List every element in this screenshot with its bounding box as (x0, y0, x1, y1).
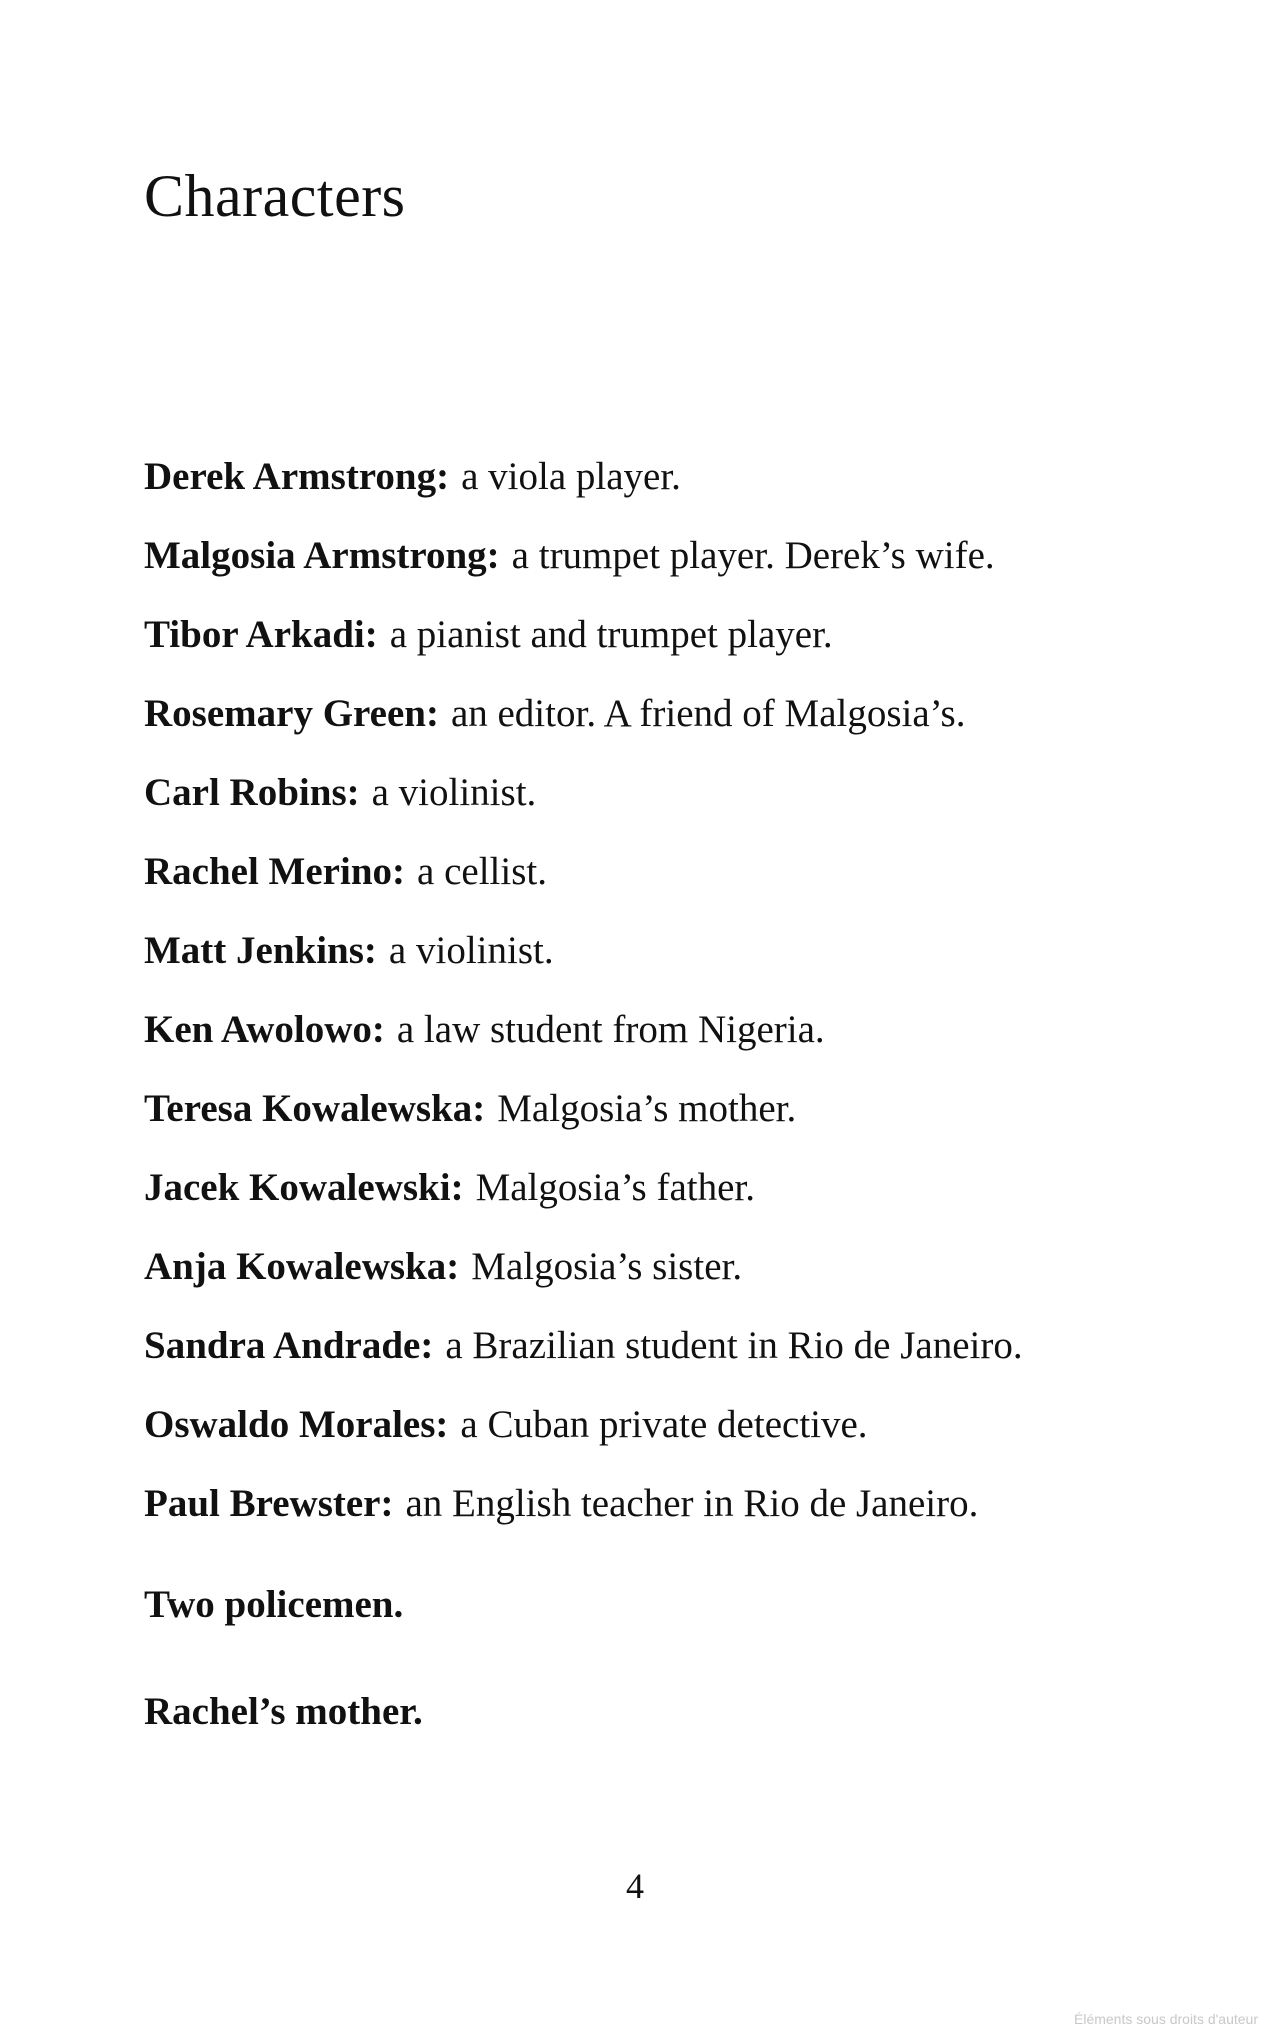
character-description: a Brazilian student in Rio de Janeiro. (445, 1324, 1023, 1367)
character-entry (144, 926, 1023, 1005)
character-name: Ken Awolowo: (144, 1008, 385, 1051)
character-description: Malgosia’s father. (475, 1166, 755, 1209)
character-name: Derek Armstrong: (144, 455, 450, 498)
character-description: a pianist and trumpet player. (389, 613, 833, 656)
character-entry (144, 452, 1023, 531)
character-entry (144, 768, 1023, 847)
character-name: Matt Jenkins: (144, 929, 377, 972)
character-list (144, 452, 1023, 1558)
character-entry (144, 1163, 1023, 1242)
character-entry (144, 1242, 1023, 1321)
other-character-entry: Rachel’s mother. (144, 1690, 423, 1733)
character-description: a Cuban private detective. (460, 1403, 868, 1446)
character-description: a trumpet player. Derek’s wife. (511, 534, 995, 577)
character-description: Malgosia’s sister. (471, 1245, 743, 1288)
character-name: Teresa Kowalewska: (144, 1087, 486, 1130)
character-entry (144, 531, 1023, 610)
copyright-watermark: Éléments sous droits d'auteur (1074, 2011, 1258, 2027)
character-entry (144, 1321, 1023, 1400)
character-description: a cellist. (417, 850, 547, 893)
character-description: a violinist. (371, 771, 537, 814)
other-character-entry: Two policemen. (144, 1583, 404, 1626)
character-name: Oswaldo Morales: (144, 1403, 449, 1446)
character-name: Rosemary Green: (144, 692, 439, 735)
character-description: Malgosia’s mother. (497, 1087, 797, 1130)
character-name: Paul Brewster: (144, 1482, 394, 1525)
character-entry (144, 1479, 1023, 1558)
character-description: an editor. A friend of Malgosia’s. (450, 692, 966, 735)
character-name: Sandra Andrade: (144, 1324, 434, 1367)
character-entry (144, 610, 1023, 689)
other-characters-list (144, 1580, 423, 1794)
character-description: a law student from Nigeria. (396, 1008, 825, 1051)
character-entry (144, 689, 1023, 768)
character-description: a viola player. (461, 455, 681, 498)
character-name: Rachel Merino: (144, 850, 406, 893)
character-description: a violinist. (388, 929, 554, 972)
character-entry (144, 1005, 1023, 1084)
character-name: Carl Robins: (144, 771, 360, 814)
character-entry (144, 1084, 1023, 1163)
character-name: Tibor Arkadi: (144, 613, 378, 656)
character-description: an English teacher in Rio de Janeiro. (405, 1482, 979, 1525)
page-number: 4 (626, 1866, 644, 1906)
character-name: Malgosia Armstrong: (144, 534, 500, 577)
character-name: Anja Kowalewska: (144, 1245, 460, 1288)
page-title: Characters (144, 163, 406, 229)
character-name: Jacek Kowalewski: (144, 1166, 464, 1209)
character-entry (144, 847, 1023, 926)
character-entry (144, 1400, 1023, 1479)
